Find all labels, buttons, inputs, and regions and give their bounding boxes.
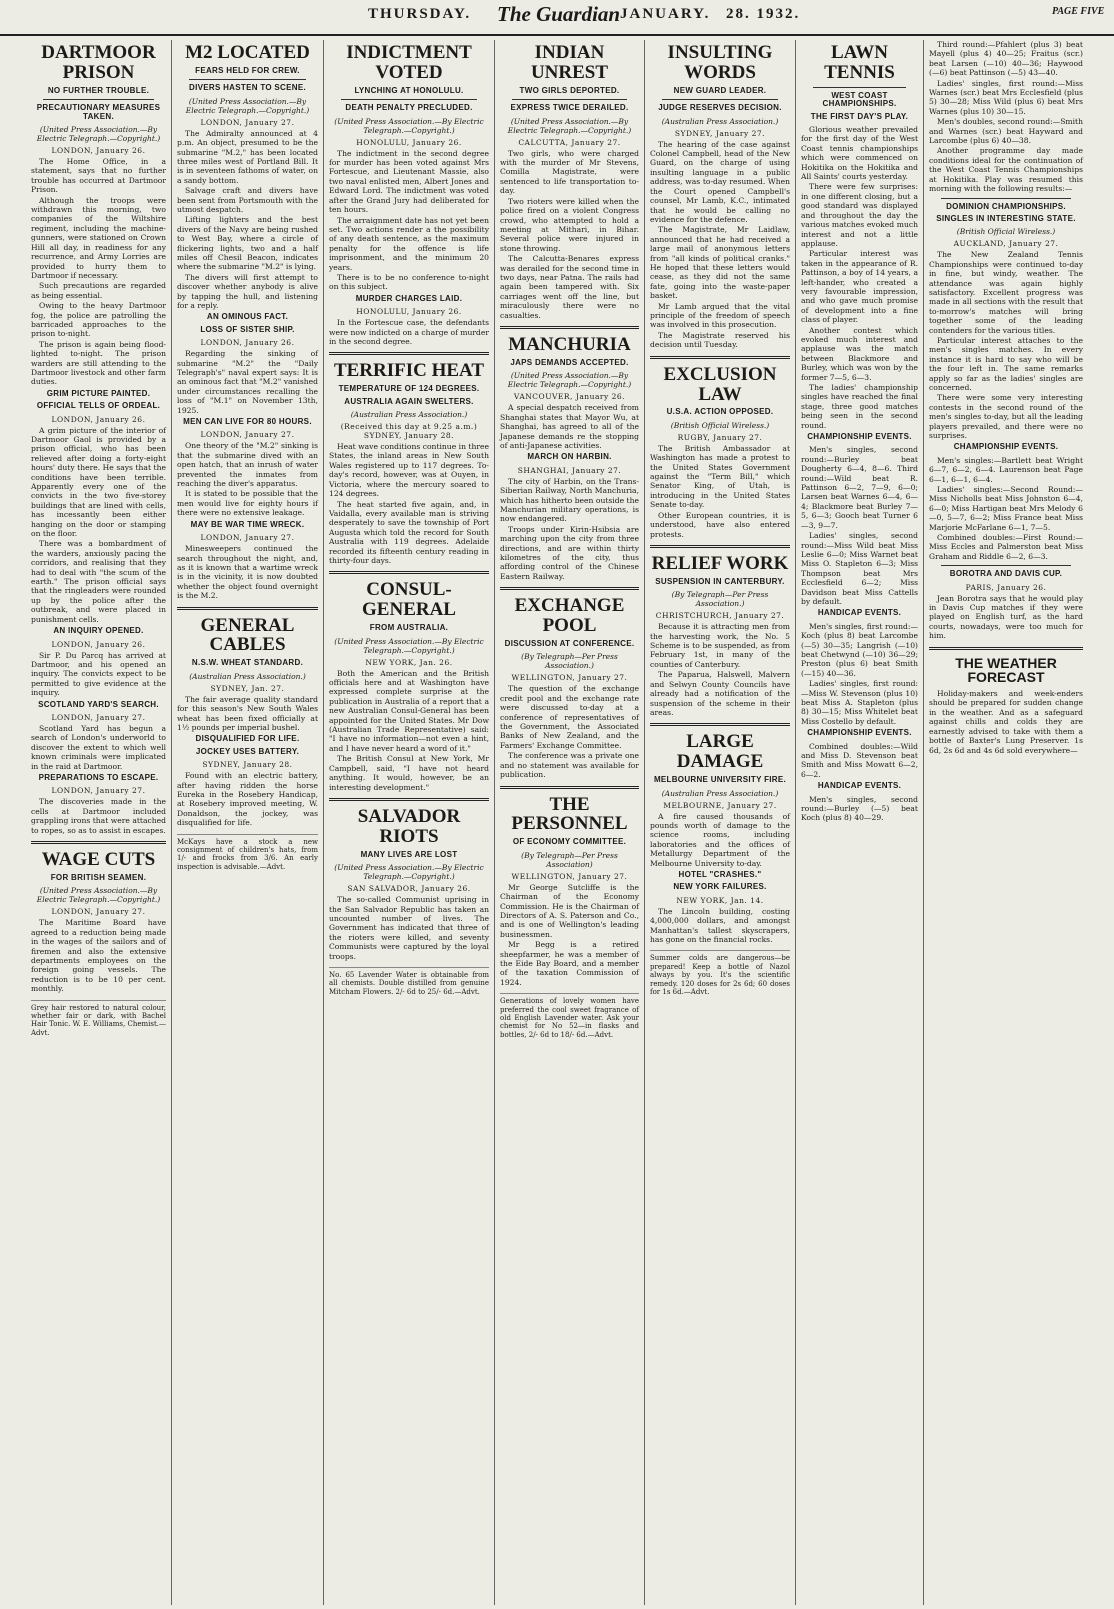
double-rule [329, 798, 489, 801]
paragraph: The fair average quality standard for this season's New South Wales wheat has been fixed officially at 1½ pounds per imperial bushel. [177, 694, 318, 733]
masthead-day: THURSDAY. [368, 6, 472, 22]
subhead: JUDGE RESERVES DECISION. [658, 103, 782, 113]
paragraph: Owing to the heavy Dartmoor fog, the police are patrolling the barricaded approaches to the prison to-night. [31, 301, 166, 339]
dateline: HONOLULU, January 26. [356, 307, 462, 317]
subhead: CHAMPIONSHIP EVENTS. [953, 442, 1059, 452]
source-line: (Australian Press Association.) [350, 410, 468, 420]
source-line: (Australian Press Association.) [189, 671, 306, 681]
paragraph: Troops under Kirin-Hsibsia are marching upon the city from three directions, and are within thirty kilometres of the city, thus affording control of the Chinese Eastern Railway. [500, 524, 639, 581]
dateline: CHRISTCHURCH, January 27. [655, 611, 785, 621]
advertisement: Grey hair restored to natural colour, whether fair or dark, with Bachel Hair Tonic. W. E. Williams, Chemist.—Advt. [31, 1000, 166, 1038]
double-rule [177, 607, 318, 610]
source-line: (United Press Association.—By Electric Telegraph.—Copyright.) [36, 125, 161, 144]
subhead: CHAMPIONSHIP EVENTS. [807, 432, 912, 442]
subhead: WEST COAST CHAMPIONSHIPS. [822, 90, 897, 109]
paragraph: Regarding the sinking of submarine "M.2" the "Daily Telegraph's" naval expert says: It is an ominous fact that "M.2" vanished under circumstances recalling the loss of "M.1" on November 13th, 1925. [177, 349, 318, 415]
subhead: FOR BRITISH SEAMEN. [50, 872, 147, 882]
paragraph: In the Fortescue case, the defendants were now indicted on a charge of murder in the second degree. [329, 318, 489, 346]
dateline: SYDNEY, January 28. [202, 760, 293, 770]
double-rule [929, 647, 1083, 650]
divider [43, 99, 154, 100]
dateline: LONDON, January 26. [51, 414, 146, 424]
paragraph: The Magistrate reserved his decision until Tuesday. [650, 330, 790, 350]
headline: RELIEF WORK [651, 552, 789, 574]
divider [941, 198, 1071, 199]
dateline: SYDNEY, January 27. [674, 128, 766, 138]
paragraph: Other European countries, it is understood, have also entered protests. [650, 510, 790, 539]
source-line: (By Telegraph—Per Press Association) [521, 850, 618, 869]
subhead: DEATH PENALTY PRECLUDED. [345, 103, 473, 113]
double-rule [650, 356, 790, 359]
source-line: (United Press Association.—By Electric Telegraph.—Copyright.) [334, 116, 484, 135]
paragraph: Another programme day made conditions ideal for the continuation of the West Coast Tennis Championships at Hokitika. Play was resumed this morning with the following results:— [929, 146, 1083, 194]
subhead: HANDICAP EVENTS. [817, 608, 902, 618]
paragraph: Mr Lamb argued that the vital principle of the freedom of speech was involved in this prosecution. [650, 301, 790, 330]
headline: MANCHURIA [508, 333, 631, 355]
source-line: (United Press Association.—By Electric Telegraph.—Copyright.) [507, 116, 632, 135]
dateline: LONDON, January 27. [200, 430, 295, 440]
dateline: LONDON, January 26. [51, 639, 146, 649]
paragraph: The Lincoln building, costing 4,000,000 dollars, and amongst Manhattan's tallest skyscrapers, has gone on the financial rocks. [650, 906, 790, 945]
headline: EXCLUSION LAW [663, 363, 777, 405]
dateline: MELBOURNE, January 27. [663, 800, 777, 810]
dateline: HONOLULU, January 26. [356, 137, 462, 147]
double-rule [500, 587, 639, 590]
advertisement: McKays have a stock a new consignment of children's hats, from 1/- and frocks from 3/6. An early inspection is advisable.—Advt. [177, 834, 318, 872]
masthead-date: 28. 1932. [726, 6, 801, 22]
subhead: PREPARATIONS TO ESCAPE. [38, 772, 159, 782]
headline: LAWN TENNIS [824, 42, 895, 83]
paragraph: Men's singles:—Bartlett beat Wright 6—7, 6—2, 6—4. Laurenson beat Page 6—1, 6—1, 6—4. [929, 455, 1083, 484]
paragraph: Men's singles, second round:—Burley (—5) beat Koch (plus 8) 40—29. [801, 794, 918, 823]
paragraph: The divers will first attempt to discover whether anybody is alive by tapping the hull, and listening for a reply. [177, 272, 318, 311]
paragraph: The Admiralty announced at 4 p.m. An object, presumed to be the submarine "M.2," has been located three miles west of Portland Bill. It is in seventeen fathoms of water, on a sandy bottom. [177, 128, 318, 185]
paragraph: Although the troops were withdrawn this morning, two companies of the Wiltshire regiment, including the machine-gunners, were stationed on Crown Hill all day, in readiness for any recurrence, and Army Lorries are provided to hurry them to Dartmoor if necessary. [31, 195, 166, 280]
subhead: NO FURTHER TROUBLE. [47, 85, 150, 95]
subhead: DOMINION CHAMPIONSHIPS. [946, 201, 1066, 211]
masthead-paper-title: The Guardian [497, 2, 621, 26]
paragraph: Combined doubles:—Wild and Miss D. Stevenson beat Smith and Miss Mowatt 6—2, 6—2. [801, 741, 918, 779]
paragraph: A special despatch received from Shanghai states that Mayor Wu, at Shanghai, has agreed to all of the Japanese demands re the stopping of anti-Japanese activities. [500, 403, 639, 450]
masthead-page-number: PAGE FIVE [1052, 6, 1105, 17]
double-rule [31, 841, 166, 844]
subhead: OF ECONOMY COMMITTEE. [512, 837, 627, 847]
subhead: SINGLES IN INTERESTING STATE. [936, 213, 1076, 223]
subhead: PRECAUTIONARY MEASURES TAKEN. [36, 103, 161, 121]
paragraph: Minesweepers continued the search throughout the night, and, as it is known that a wartime wreck is in the vicinity, it is now doubted whether the object found overnight is the M.2. [177, 544, 318, 601]
paragraph: The Paparua, Halswell, Malvern and Selwyn County Councils have already had a notification of the suspension of the scheme in their areas. [650, 670, 790, 717]
paragraph: It is stated to be possible that the men would live for eighty hours if there were no extensive leakage. [177, 489, 318, 518]
paragraph: The ladies' championship singles have reached the final stage, three good matches being seen in the second round. [801, 383, 918, 430]
paragraph: The indictment in the second degree for murder has been voted against Mrs Fortescue, and Lieutenant Massie, also two naval enlisted men, Albert Jones and Edward Lord. The indictment was voted after the Grand Jury had deliberated for ten hours. [329, 148, 489, 215]
headline: INDICTMENT VOTED [346, 42, 472, 83]
paragraph: Men's doubles, second round:—Smith and Warnes (scr.) beat Hayward and Larcombe (plus 6) 40—38. [929, 117, 1083, 146]
paragraph: Jean Borotra says that he would play in Davis Cup matches if they were played on English turf, as the hard courts, nowadays, were too much for him. [929, 593, 1083, 641]
headline: LARGE DAMAGE [676, 731, 764, 773]
subhead: NEW YORK FAILURES. [673, 882, 767, 892]
dateline: LONDON, January 27. [200, 533, 295, 543]
double-rule [500, 326, 639, 329]
paragraph: There were some very interesting contests in the second round of the men's singles to-day, but all the leading players prevailed, and there were no surprises. [929, 393, 1083, 440]
double-rule [329, 352, 489, 355]
dateline: LONDON, January 27. [51, 786, 146, 796]
headline: DARTMOOR PRISON [41, 42, 156, 83]
subhead: EXPRESS TWICE DERAILED. [510, 103, 629, 113]
column-1 [26, 40, 171, 1605]
paragraph: The discoveries made in the cells at Dartmoor included grappling irons that were attached to ropes, so as to assist in escapes. [31, 797, 166, 835]
subhead: LOSS OF SISTER SHIP. [200, 324, 295, 334]
paragraph: Holiday-makers and week-enders should be prepared for sudden change in the weather. And as a safeguard against chills and colds they are earnestly advised to take with them a bottle of Baxter's Lung Preserver. 1s 6d, 2s 6d and 4s 6d sold everywhere— [929, 689, 1083, 755]
subhead: AN INQUIRY OPENED. [53, 626, 144, 636]
divider [941, 565, 1071, 566]
paragraph: The New Zealand Tennis Championships were continued to-day in fine, but windy, weather. The attendance was again highly satisfactory. Excellent progress was made in all sections with the result that to-morrow's matches will bring together some of the leading contenders for the various titles. [929, 250, 1083, 335]
dateline: CALCUTTA, January 27. [518, 137, 621, 147]
paragraph: The prison is again being flood-lighted to-night. The prison warders are still attending to the Dartmoor livestock and other farm duties. [31, 339, 166, 387]
source-line: (British Official Wireless.) [670, 420, 770, 430]
dateline: WELLINGTON, January 27. [511, 673, 628, 683]
paragraph: Particular interest was taken in the appearance of R. Pattinson, a boy of 14 years, a left-hander, who created a very favourable impression, and who gave much promise of development into a fine class of player. [801, 249, 918, 325]
source-line: (United Press Association.—By Electric Telegraph.—Copyright.) [185, 96, 310, 115]
headline: THE WEATHER FORECAST [955, 654, 1057, 686]
masthead-month: JANUARY. [620, 6, 711, 22]
paragraph: Because it is attracting men from the harvesting work, the No. 5 Scheme is to be suspended, as from February 1st, in many of the counties of Canterbury. [650, 622, 790, 669]
headline: THE PERSONNEL [511, 793, 628, 835]
headline: M2 LOCATED [185, 42, 310, 63]
subhead: DISCUSSION AT CONFERENCE. [504, 639, 635, 649]
dateline: LONDON, January 27. [51, 712, 146, 722]
paragraph: Mr George Sutcliffe is the Chairman of the Economy Commission. He is the Chairman of Directors of A. S. Paterson and Co., and is one of Wellington's leading businessmen. [500, 882, 639, 939]
source-line: (United Press Association.—By Electric Telegraph.—Copyright.) [507, 371, 632, 390]
paragraph: There were few surprises: in one different closing, but a good standard was displayed and throughout the day the various matches evoked much interest and not a little applause. [801, 182, 918, 248]
paragraph: Particular interest attaches to the men's singles matches. In every instance it is hard to say who will be the four left in. The same remarks apply so far as the ladies' singles are concerned. [929, 335, 1083, 392]
subhead: DIVERS HASTEN TO SCENE. [189, 83, 306, 93]
dateline: NEW YORK, Jan. 14. [676, 895, 764, 905]
divider [512, 99, 627, 100]
subhead: GRIM PICTURE PAINTED. [46, 388, 151, 398]
dateline: SAN SALVADOR, January 26. [347, 884, 471, 894]
subhead: TEMPERATURE OF 124 DEGREES. [338, 384, 480, 394]
divider [662, 99, 778, 100]
paragraph: Another contest which evoked much interest and applause was the match between Blackmore and Burley, which was won by the former 7—5, 6—3. [801, 325, 918, 382]
double-rule [650, 723, 790, 726]
subhead: HANDICAP EVENTS. [817, 781, 902, 791]
paragraph: Such precautions are regarded as being essential. [31, 281, 166, 300]
subhead: JOCKEY USES BATTERY. [195, 746, 300, 756]
subhead: MARCH ON HARBIN. [527, 452, 612, 462]
divider [813, 87, 906, 88]
headline: INSULTING WORDS [667, 42, 773, 83]
headline: EXCHANGE POOL [514, 595, 625, 637]
advertisement: Generations of lovely women have preferred the cool sweet fragrance of old English Lavender water. Ask your chemist for No 52—in flasks and bottles, 2/- 6d to 18/- 6d.—Advt. [500, 993, 639, 1039]
source-line: (Australian Press Association.) [661, 788, 779, 798]
double-rule [650, 545, 790, 548]
paragraph: Mr Begg is a retired sheepfarmer, he was a member of the Eide Bay Board, and a member of the taxation Commission of 1924. [500, 940, 639, 987]
dateline: NEW YORK, Jan. 26. [365, 657, 453, 667]
headline: SALVADOR RIOTS [357, 805, 461, 847]
paragraph: The Maritime Board have agreed to a reduction being made in the wages of the sailors and of firemen and also the extensive departments employees on the foreign going vessels. The reduction is to be 10 per cent. monthly. [31, 918, 166, 994]
subhead: FROM AUSTRALIA. [369, 623, 449, 633]
paragraph: The arraignment date has not yet been set. Two actions render a the possibility of any death sentence, as the maximum penalty for the offence is life imprisonment, and the minimum 20 years. [329, 215, 489, 272]
column-3 [323, 40, 494, 1605]
paragraph: The hearing of the case against Colonel Campbell, head of the New Guard, on the charge of using insulting language in a public address, was to-day resumed. When the Court opened Campbell's counsel, Mr Lamb, K.C., intimated that he would be calling no evidence for the defence. [650, 139, 790, 224]
headline: WAGE CUTS [41, 848, 156, 870]
subhead: MELBOURNE UNIVERSITY FIRE. [653, 775, 787, 785]
subhead: U.S.A. ACTION OPPOSED. [666, 407, 774, 417]
masthead [0, 0, 1114, 36]
paragraph: Combined doubles:—First Round:—Miss Eccles and Palmerston beat Miss Graham and Riddle 6—2, 6—3. [929, 533, 1083, 561]
paragraph: The British Consul at New York, Mr Campbell, said, "I have not heard anything. It would, however, be an interesting development." [329, 754, 489, 792]
subhead: DISQUALIFIED FOR LIFE. [195, 734, 300, 744]
source-line: (United Press Association.—By Electric Telegraph.—Copyright.) [36, 886, 161, 905]
double-rule [500, 786, 639, 789]
dateline: SHANGHAI, January 27. [517, 465, 622, 475]
paragraph: The so-called Communist uprising in the San Salvador Republic has taken an uncounted number of lives. The Government has indicated that three of the rioters were killed, and seventy Communists were captured by the loyal troops. [329, 895, 489, 961]
paragraph: A fire caused thousands of pounds worth of damage to the science rooms, including laboratories and the offices of Metallurgy Department of the Melbourne University to-day. [650, 811, 790, 868]
dateline: PARIS, January 26. [965, 582, 1047, 592]
subhead: TWO GIRLS DEPORTED. [519, 85, 620, 95]
subhead: NEW GUARD LEADER. [673, 85, 767, 95]
paragraph: The Home Office, in a statement, says that no further trouble has occurred at Dartmoor Prison. [31, 157, 166, 195]
divider [341, 99, 477, 100]
subhead: THE FIRST DAY'S PLAY. [810, 111, 909, 121]
divider [189, 79, 306, 80]
column-4 [494, 40, 644, 1605]
headline: TERRIFIC HEAT [333, 360, 485, 382]
column-5 [644, 40, 795, 1605]
paragraph: Ladies' singles, first round:—Miss Warnes (scr.) beat Mrs Ecclesfield (plus 5) 30—28; Miss Wild (plus 6) beat Mrs Warnes (plus 10) 30—15. [929, 78, 1083, 116]
paragraph: Ladies' singles, second round:—Miss Wild beat Miss Leslie 6—0; Miss Warnet beat Miss O. Stapleton 6—3; Miss Thompson beat Mrs Ecclesfield 6—2; Miss Davidson beat Miss Cattells by default. [801, 531, 918, 606]
subhead: MEN CAN LIVE FOR 80 HOURS. [183, 417, 312, 427]
dateline: WELLINGTON, January 27. [511, 871, 628, 881]
headline: INDIAN UNREST [530, 42, 609, 83]
paragraph: Two girls, who were charged with the murder of Mr Stevens, Comilla Magistrate, were sentenced to life transportation to-day. [500, 148, 639, 196]
source-line: (United Press Association.—By Electric Telegraph.—Copyright.) [334, 863, 484, 882]
paragraph: Men's singles, second round:—Burley beat Dougherty 6—4, 8—6. Third round:—Wild beat R. Pattinson 6—2, 7—9, 6—0; Larsen beat Warnes 6—4, 6—4; Blackmore beat Burley 7—5, 6—3; Gooch beat Turner 6—3, 9—7. [801, 445, 918, 530]
advertisement: Summer colds are dangerous—be prepared! Keep a bottle of Nazol always by you. It's the scientific remedy. 120 doses for 2s 6d; 60 doses for 1s 6d.—Advt. [650, 950, 790, 996]
advertisement: No. 65 Lavender Water is obtainable from all chemists. Double distilled from genuine Mitcham Flowers. 2/- 6d to 25/- 6d.—Advt. [329, 967, 489, 996]
paragraph: Ladies' singles, first round:—Miss W. Stevenson (plus 10) beat Miss A. Stapleton (plus 8) 30—15; Miss Whitelet beat Miss Costello by default. [801, 679, 918, 726]
dateline: LONDON, January 26. [200, 338, 295, 348]
paragraph: A grim picture of the interior of Dartmoor Gaol is provided by a prison official, who has been relieved after doing a forty-eight hours' duty there. He says that the conditions have been terrible. Apparently every one of the convicts in the two five-storey buildings that are lined with cells, has incessantly been either hanging on the door or stamping on the floor. [31, 425, 166, 539]
paragraph: Lifting lighters and the best divers of the Navy are being rushed to West Bay, where a circle of flickering lights, two and a half miles off Chesil Beacon, indicates where the submarine "M.2" is lying. [177, 215, 318, 272]
dateline: AUCKLAND, January 27. [953, 239, 1059, 249]
subhead: BOROTRA AND DAVIS CUP. [949, 569, 1063, 579]
subhead: HOTEL "CRASHES." [678, 870, 762, 880]
dateline: LONDON, January 27. [51, 907, 146, 917]
paragraph: The question of the exchange credit pool and the exchange rate were discussed to-day at a conference of representatives of the Government, the Associated Banks of New Zealand, and the Farmers' Exchange Committee. [500, 684, 639, 750]
subhead: LYNCHING AT HONOLULU. [354, 85, 464, 95]
subhead: JAPS DEMANDS ACCEPTED. [510, 357, 629, 367]
paragraph: There is to be no conference to-night on this subject. [329, 272, 489, 292]
paragraph: Third round:—Pfahlert (plus 3) beat Mayell (plus 4) 40—25; Fraitus (scr.) beat Larsen (—10) 40—36; Haywood (—6) beat Pattinson (—5) 43—40. [929, 40, 1083, 78]
headline: GENERAL CABLES [200, 614, 295, 656]
subhead: OFFICIAL TELLS OF ORDEAL. [36, 401, 161, 411]
subhead: MURDER CHARGES LAID. [355, 293, 463, 303]
paragraph: Scotland Yard has begun a search of London's underworld to discover the extent to which well known criminals were implicated in the raid at Dartmoor. [31, 723, 166, 771]
source-line: (United Press Association.—By Electric Telegraph.—Copyright.) [334, 636, 484, 655]
dateline: SYDNEY, Jan. 27. [210, 683, 285, 693]
subhead: SCOTLAND YARD'S SEARCH. [38, 699, 159, 709]
paragraph: The Magistrate, Mr Laidlaw, announced that he had received a large mail of anonymous letters from "all kinds of political cranks." He hoped that these letters would cease, as they did not the same fate, going into the waste-paper basket. [650, 225, 790, 301]
source-line: (By Telegraph—Per Press Association.) [671, 590, 769, 609]
dateline: RUGBY, January 27. [677, 432, 763, 442]
paragraph: Heat wave conditions continue in three States, the inland areas in New South Wales registered up to 117 degrees. To-day's record, however, was at Ouyen, in Victoria, where the mercury soared to 124 degrees. [329, 442, 489, 499]
paragraph: Men's singles, first round:—Koch (plus 8) beat Larcombe (—5) 30—35; Langrish (—10) beat Chetwynd (—10) 36—29; Preston (plus 6) beat Smith (—15) 40—36. [801, 621, 918, 678]
dateline: (Received this day at 9.25 a.m.) SYDNEY, January 28. [340, 422, 478, 441]
subhead: MAY BE WAR TIME WRECK. [190, 519, 305, 529]
dateline: LONDON, January 26. [51, 146, 146, 156]
double-rule [329, 571, 489, 574]
paragraph: Two rioters were killed when the police fired on a violent Congress crowd, who attempted to hold a meeting at Mithari, in Bihar. Several police were injured in stone throwing. [500, 196, 639, 253]
paragraph: Both the American and the British officials here and at Washington have expressed complete surprise at the publication in Australia of a report that a new Australian Consul-General has been appointed for the United States. Mr Dow (Australian Trade Representative) said: "I have no information—not even a hint, and I have never heard a word of it." [329, 668, 489, 753]
source-line: (British Official Wireless.) [956, 227, 1056, 237]
source-line: (By Telegraph—Per Press Association.) [521, 652, 618, 671]
paragraph: Found with an electric battery, after having ridden the horse Eureka in the Rosebery Handicap, at Rosebery improved meeting, W. Donaldson, the jockey, was disqualified for life. [177, 771, 318, 828]
headline: CONSUL-GENERAL [362, 579, 456, 621]
subhead: CHAMPIONSHIP EVENTS. [807, 728, 912, 738]
paragraph: Salvage craft and divers have been sent from Portsmouth with the utmost despatch. [177, 186, 318, 214]
paragraph: The heat started five again, and, in Vaidalla, every available man is striving desperately to save the township of Port Augusta which told the record for South Australia with 119 degrees. Adelaide recorded its fifteenth century reading in thirty-four days. [329, 499, 489, 565]
column-6 [795, 40, 923, 1605]
paragraph: The British Ambassador at Washington has made a protest to the United States Government against the "Term Bill," which Senator King, of Utah, is introducing in the United States Senate to-day. [650, 443, 790, 510]
dateline: LONDON, January 27. [200, 117, 295, 127]
subhead: AUSTRALIA AGAIN SWELTERS. [344, 396, 474, 406]
dateline: VANCOUVER, January 26. [513, 392, 626, 402]
source-line: (Australian Press Association.) [661, 116, 779, 126]
subhead: SUSPENSION IN CANTERBURY. [655, 576, 785, 586]
paragraph: One theory of the "M.2" sinking is that the submarine dived with an open hatch, that an inrush of water prevented the inmates from reaching the diver's apparatus. [177, 441, 318, 489]
paragraph: Glorious weather prevailed for the first day of the West Coast tennis championships which were commenced on Hokitika on the Hokitika and All Saints' courts yesterday. [801, 125, 918, 182]
subhead: FEARS HELD FOR CREW. [195, 65, 300, 75]
column-7 [923, 40, 1088, 1605]
paragraph: The Calcutta-Benares express was derailed for the second time in two days, near Patna. The rails had again been tampered with. Six carriages went off the line, but miraculously there were no casualties. [500, 254, 639, 320]
paragraph: Ladies' singles:—Second Round:—Miss Nicholls beat Miss Johnston 6—4, 6—0; Miss Hartigan beat Mrs Melody 6—0, 5—7, 6—2; Miss France beat Miss Marjorie McFarlane 6—1, 7—5. [929, 485, 1083, 532]
subhead: N.S.W. WHEAT STANDARD. [191, 658, 304, 668]
paragraph: There was a bombardment of the warders, anxiously pacing the corridors, and realising that they had to deal with "the scum of the earth." The prison official says that the ringleaders were rounded up by the police after the outbreak, and were placed in punishment cells. [31, 539, 166, 624]
subhead: MANY LIVES ARE LOST [360, 849, 458, 859]
paragraph: The city of Harbin, on the Trans-Siberian Railway, North Manchuria, which has hitherto been outside the Manchurian military operations, is now endangered. [500, 476, 639, 524]
paragraph: The conference was a private one and no statement was available for publication. [500, 751, 639, 780]
paragraph: Sir P. Du Parcq has arrived at Dartmoor, and his opened an inquiry. The convicts expect to be permitted to give evidence at the inquiry. [31, 650, 166, 698]
subhead: AN OMINOUS FACT. [206, 312, 289, 322]
column-2 [171, 40, 323, 1605]
